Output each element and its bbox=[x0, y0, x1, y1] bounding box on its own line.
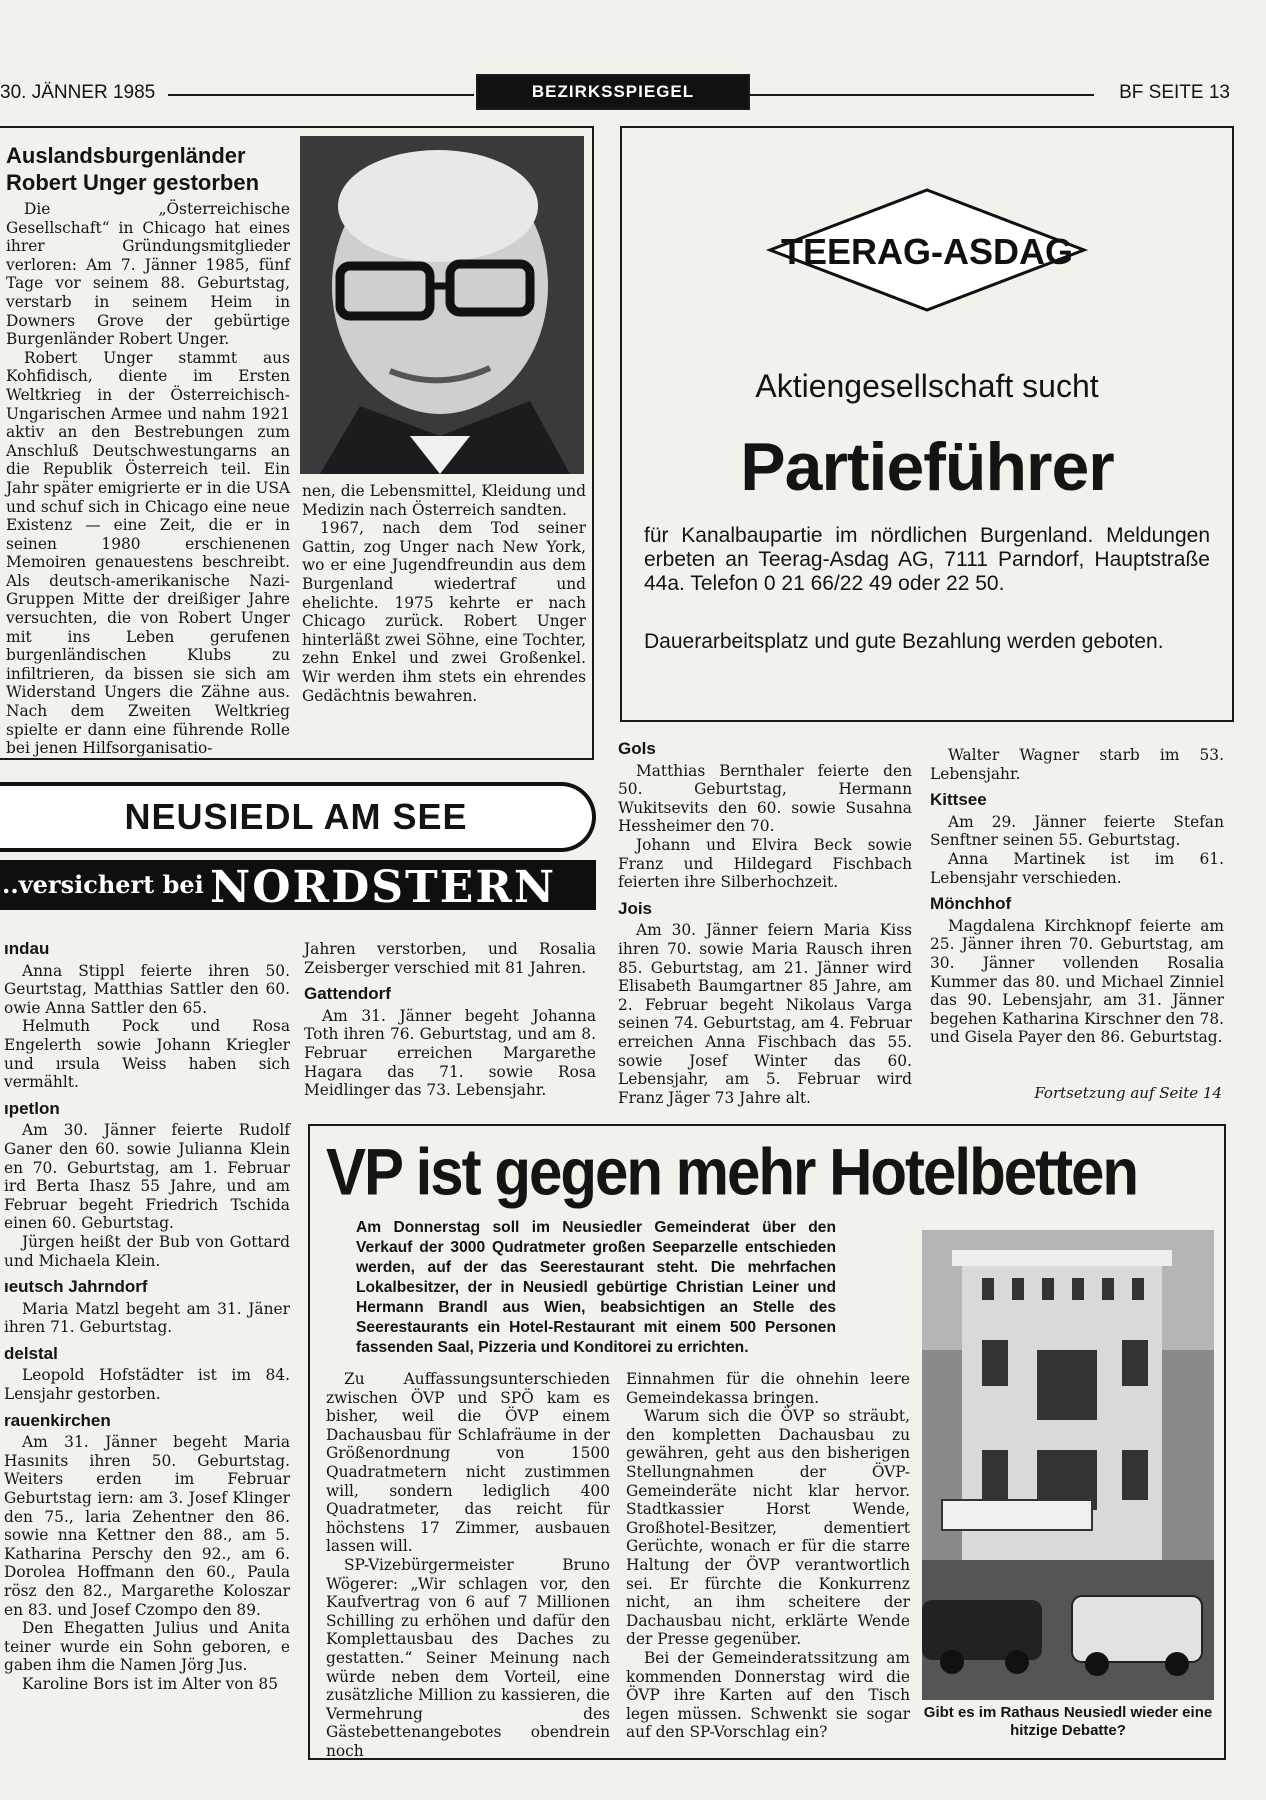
continued-note: Fortsetzung auf Seite 14 bbox=[1034, 1084, 1222, 1102]
photo-caption: Gibt es im Rathaus Neusiedl wieder eine hitzige Debatte? bbox=[923, 1704, 1213, 1739]
news-paragraph: Leopold Hofstädter ist im 84. Lensjahr gestorben. bbox=[4, 1366, 290, 1404]
news-paragraph: Am 30. Jänner feiern Maria Kiss ihren 70. sowie Maria Rausch ihren 85. Geburtstag, am 21. Jänner wird Elisabeth Baumgartner 85 Jahre, am 2. Februar begeht Nikolaus Varga seinen 74. Geburtstag, am 4. Februar erreichen Anna Fischbach das 55. sowie Josef Winter das 60. Lebensjahr, am 5. Februar wird Franz Jäger 73 Jahre alt. bbox=[618, 921, 912, 1107]
ad-big-title: Partieführer bbox=[740, 429, 1114, 505]
town-heading: Kittsee bbox=[930, 790, 987, 810]
hotel-a-p1: Zu Auffassungsunterschieden zwischen ÖVP und SPÖ kam es bisher, weil die ÖVP einem Dachausbau für Schlafräume in der Größenordnung von 1500 Quadratmetern nicht zustimmen will, sondern lediglich 400 Quadratmeter, das reicht für höchstens 17 Zimmer, ausbauen lassen will. bbox=[326, 1370, 610, 1556]
issue-date: 30. JÄNNER 1985 bbox=[0, 82, 156, 103]
teerag-advertisement bbox=[620, 126, 1234, 722]
unger-left-p2: Robert Unger stammt aus Kohfidisch, diente im Ersten Weltkrieg in der Österreichisch-Ungarischen Armee und nahm 1921 aktiv an den Bestrebungen zum Anschluß Deutschwestungarns an die Republik Österreich teil. Ein Jahr später emigrierte er in die USA und schuf sich in Chicago eine neue Existenz — eine Zeit, die er in seinen 1980 erschienenen Memoiren genauestens beschreibt. Als deutsch-amerikanische Nazi-Gruppen Mitte der dreißiger Jahre versuchten, die von Robert Unger mit ins Leben gerufenen burgenländischen Klubs zu infiltrieren, da bissen sie sich am Widerstand Ungers die Zähne aus. Nach dem Zweiten Weltkrieg spielte er dann eine führende Rolle bei jenen Hilfsorganisatio- bbox=[6, 348, 290, 758]
hotel-column-b bbox=[626, 1370, 910, 1742]
town-heading: Gattendorf bbox=[304, 984, 391, 1004]
region-title: NEUSIEDL AM SEE bbox=[124, 796, 468, 837]
news-paragraph: Magdalena Kirchknopf feierte am 25. Jänner ihren 70. Geburtstag, am 30. Jänner vollenden Rosalia Kummer das 80. und Michael Zinniel das 90. Lebensjahr, am 31. Jänner begehen Katharina Kirschner den 78. und Gisela Payer den 86. Geburtstag. bbox=[930, 916, 1224, 1047]
town-heading: rauenkirchen bbox=[4, 1410, 111, 1430]
news-paragraph: Am 31. Jänner begeht Maria Hasınits ihren 50. Geburtstag. Weiters erden im Februar Geburtstag iern: am 3. Josef Klinger den 75., laria Zehentner den 86. sowie nna Kettner den 88., am 5. Katharina Perschy den 92., am 6. Dorolea Hoffmann den 60., Paula rösz den 82., Margarethe Koloszar en 83. und Josef Czompo den 89. bbox=[4, 1433, 290, 1619]
town-heading: Jois bbox=[618, 898, 653, 918]
town-heading: ındau bbox=[4, 939, 50, 958]
hotel-column-a bbox=[326, 1370, 610, 1760]
hotel-headline: VP ist gegen mehr Hotelbetten bbox=[326, 1135, 1138, 1209]
ad-line1: Aktiengesellschaft sucht bbox=[755, 368, 1099, 404]
unger-article bbox=[0, 126, 594, 760]
news-paragraph: Helmuth Pock und Rosa Engelerth sowie Johann Kriegler und ırsula Weiss haben sich vermählt. bbox=[4, 1017, 290, 1092]
portrait-drawing bbox=[300, 136, 584, 474]
unger-headline-line1: Auslandsburgenländer bbox=[6, 143, 246, 168]
header-rule-right bbox=[748, 94, 1094, 96]
town-heading: ıeutsch Jahrndorf bbox=[4, 1277, 148, 1297]
header-rule-left bbox=[168, 94, 474, 96]
news-paragraph: Am 30. Jänner feierte Rudolf Ganer den 60. sowie Julianna Klein en 70. Geburtstag, am 1. Februar ird Berta Ihasz 55 Jahre, und am Februar begeht Friedrich Tschida einen 60. Geburtstag. bbox=[4, 1121, 290, 1233]
news-paragraph: Den Ehegatten Julius und Anita teiner wurde ein Sohn geboren, e gaben ihm die Namen Jörg Jus. bbox=[4, 1619, 290, 1675]
section-label: BEZIRKSSPIEGEL bbox=[476, 74, 750, 110]
news-paragraph: Matthias Bernthaler feierte den 50. Geburtstag, Hermann Wukitsevits den 60. sowie Susahna Hessheimer den 70. bbox=[618, 761, 912, 836]
sponsor-prefix: ..versichert bei bbox=[2, 870, 204, 899]
news-paragraph: Anna Martinek ist im 61. Lebensjahr verschieden. bbox=[930, 849, 1224, 887]
news-paragraph: Karoline Bors ist im Alter von 85 bbox=[22, 1674, 279, 1693]
ad-body1: für Kanalbaupartie im nördlichen Burgenland. Meldungen erbeten an Teerag-Asdag AG, 7111 Parndorf, Hauptstraße 44a. Telefon 0 21 66/22 49 oder 22 50. bbox=[644, 524, 1210, 595]
sponsor-name: NORDSTERN bbox=[210, 862, 557, 913]
news-paragraph: Am 29. Jänner feierte Stefan Senftner seinen 55. Geburtstag. bbox=[930, 812, 1224, 850]
local-news-column-2 bbox=[304, 940, 596, 1100]
town-heading: ıpetlon bbox=[4, 1098, 60, 1118]
hotel-a-p2: SP-Vizebürgermeister Bruno Wögerer: „Wir schlagen vor, den Kaufvertrag von 6 auf 7 Millionen Schilling zu erhöhen und dafür den Komplettausbau des Daches zu gestatten.“ Seiner Meinung nach würde neben dem Vorteil, eine zusätzliche Million zu kassieren, die Vermehrung des Gästebettenangebotes obendrein noch bbox=[326, 1555, 610, 1760]
teerag-logo bbox=[762, 184, 1092, 316]
portrait-photo bbox=[300, 136, 584, 474]
page-header bbox=[0, 72, 1230, 116]
news-paragraph: Johann und Elvira Beck sowie Franz und Hildegard Fischbach feierten ihre Silberhochzeit. bbox=[618, 835, 912, 892]
unger-headline bbox=[6, 142, 259, 196]
sponsor-bar bbox=[0, 860, 596, 913]
news-paragraph: Jahren verstorben, und Rosalia Zeisberger verschied mit 81 Jahren. bbox=[304, 940, 596, 977]
region-banner bbox=[0, 782, 596, 852]
news-paragraph: Am 31. Jänner begeht Johanna Toth ihren 76. Geburtstag, und am 8. Februar erreichen Margarethe Hagara das 71. sowie Rosa Meidlinger das 73. Lebensjahr. bbox=[304, 1006, 596, 1100]
unger-right-p2: 1967, nach dem Tod seiner Gattin, zog Unger nach New York, wo er eine Jugendfreundin aus dem Burgenland wiedertraf und ehelichte. 1975 kehrte er nach Chicago zurück. Robert Unger hinterläßt zwei Söhne, eine Tochter, zehn Enkel und zwei Großenkel. Wir werden ihm stets ein ehrendes Gedächtnis bewahren. bbox=[302, 519, 586, 705]
town-heading: Gols bbox=[618, 739, 656, 758]
teerag-logo-text: TEERAG-ASDAG bbox=[780, 231, 1074, 272]
local-news-column-1 bbox=[4, 940, 290, 1694]
local-news-column-3 bbox=[618, 740, 912, 1107]
unger-left-column bbox=[6, 200, 290, 758]
news-paragraph: Jürgen heißt der Bub von Gottard und Michaela Klein. bbox=[4, 1232, 290, 1270]
hotel-lead: Am Donnerstag soll im Neusiedler Gemeinderat über den Verkauf der 3000 Qudratmeter großen Seeparzelle entschieden werden, auf der das Seerestaurant steht. Die mehrfachen Lokalbesitzer, der in Neusiedl gebürtige Christian Leiner und Hermann Brandl aus Wien, beabsichtigen an Stelle des Seerestaurants ein Hotel-Restaurant mit einem 500 Personen fassenden Saal, Pizzeria und Konditorei zu errichten. bbox=[356, 1219, 836, 1356]
news-paragraph: Maria Matzl begeht am 31. Jäner ihren 71. Geburtstag. bbox=[4, 1299, 290, 1337]
hotel-b-p2: Warum sich die ÖVP so sträubt, den kompletten Dachausbau zu gewähren, geht aus den bisherigen Stellungnahmen der ÖVP-Gemeinderäte nicht klar hervor. Stadtkassier Horst Wende, Großhotel-Besitzer, dementiert Gerüchte, wonach er für die starre Haltung der ÖVP verantwortlich sei. Er fürchte die Konkurrenz nicht, an ihm scheitere der Dachausbau nicht, erklärte Wende der Presse gegenüber. bbox=[626, 1407, 910, 1649]
unger-right-p1: nen, die Lebensmittel, Kleidung und Medizin nach Österreich sandten. bbox=[302, 482, 586, 519]
news-paragraph: Walter Wagner starb im 53. Lebensjahr. bbox=[930, 746, 1224, 783]
hotel-article bbox=[308, 1124, 1226, 1760]
hotel-b-p3: Bei der Gemeinderatssitzung am kommenden Donnerstag wird die ÖVP ihre Karten auf den Tisch legen müssen. Schwenkt sie sogar auf den SP-Vorschlag ein? bbox=[626, 1648, 910, 1742]
local-news-column-4 bbox=[930, 746, 1224, 1047]
town-heading: delstal bbox=[4, 1343, 58, 1363]
page-number: BF SEITE 13 bbox=[1119, 82, 1230, 103]
news-paragraph: Anna Stippl feierte ihren 50. Geurtstag, Matthias Sattler den 60. owie Anna Sattler den 65. bbox=[4, 961, 290, 1017]
unger-headline-line2: Robert Unger gestorben bbox=[6, 170, 260, 195]
building-drawing bbox=[922, 1230, 1214, 1700]
building-photo bbox=[922, 1230, 1214, 1700]
hotel-b-p1: Einnahmen für die ohnehin leere Gemeindekassa bringen. bbox=[626, 1370, 910, 1407]
unger-left-p1: Die „Österreichische Gesellschaft“ in Chicago hat eines ihrer Gründungsmitglieder verloren: Am 7. Jänner 1985, fünf Tage vor seinem 88. Geburtstag, verstarb in seinem Heim in Downers Grove der gebürtige Burgenländer Robert Unger. bbox=[6, 200, 290, 349]
unger-right-column bbox=[302, 482, 586, 705]
town-heading: Mönchhof bbox=[930, 894, 1012, 914]
ad-body2: Dauerarbeitsplatz und gute Bezahlung werden geboten. bbox=[644, 630, 1164, 653]
